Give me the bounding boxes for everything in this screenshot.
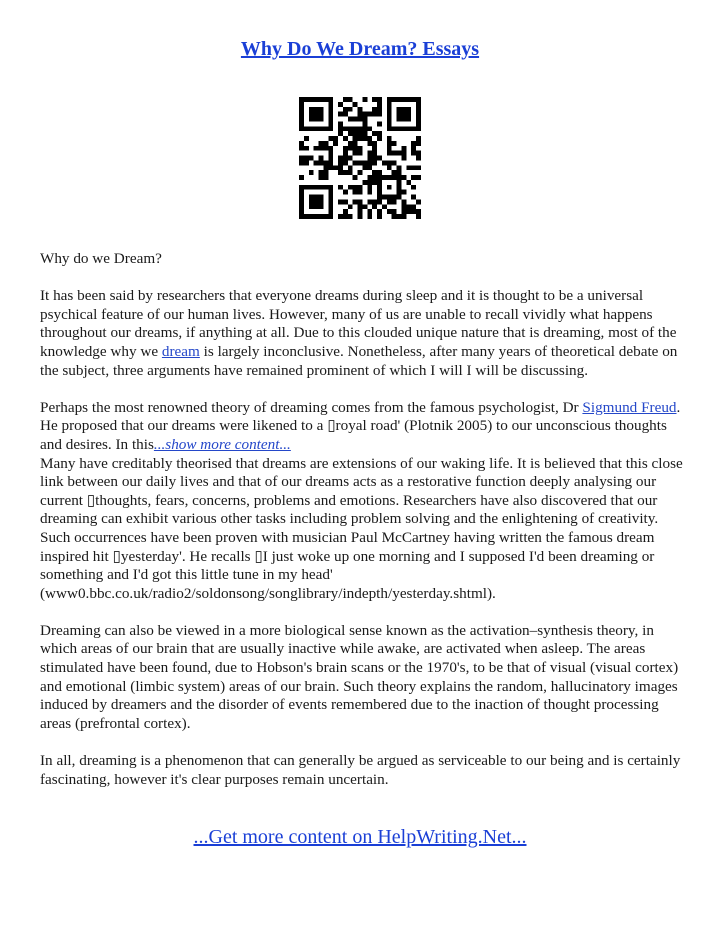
sigmund-freud-link[interactable]: Sigmund Freud bbox=[582, 398, 677, 416]
paragraph-2: Perhaps the most renowned theory of dreaming comes from the famous psychologist, Dr Sigmund Freud. He proposed that our dreams were likened to a ▯royal road' (Plotnik 2005) to our unconscious thoughts and desires. In this...show more content... bbox=[40, 398, 681, 453]
essay-body bbox=[40, 250, 688, 808]
essay-heading: Why do we Dream? bbox=[40, 250, 162, 267]
get-more-content-link[interactable]: ...Get more content on HelpWriting.Net... bbox=[193, 826, 527, 848]
footer bbox=[0, 826, 720, 849]
paragraph-4: Dreaming can also be viewed in a more biological sense known as the activation–synthesis theory, in which areas of our brain that are usually inactive while awake, are activated when asleep. The areas stimulated have been found, due to Hobson's brain scans or the 1970's, to be that of visual (visual cortex) and emotional (limbic system) areas of our brain. Such theory explains the random, hallucinatory images induced by dreamers and the disorder of events remembered due to the inaction of thought processing areas (prefrontal cortex). bbox=[40, 621, 679, 732]
paragraph-5: In all, dreaming is a phenomenon that can generally be argued as serviceable to our being and is certainly fascinating, however it's clear purposes remain uncertain. bbox=[40, 752, 681, 788]
qr-code-icon bbox=[299, 97, 421, 219]
document-title-link[interactable]: Why Do We Dream? Essays bbox=[240, 38, 480, 60]
paragraph-1: It has been said by researchers that everyone dreams during sleep and it is thought to be a universal psychical feature of our human lives. However, many of us are unable to recall vividly what happens throughout our dreams, if anything at all. Due to this clouded unique nature that is dreaming, most of the knowledge why we dream is largely inconclusive. Nonetheless, after many years of theoretical debate on the subject, three arguments have remained prominent of which I will I will be discussing. bbox=[40, 287, 678, 379]
show-more-link[interactable]: ...show more content... bbox=[153, 435, 291, 453]
dream-link[interactable]: dream bbox=[161, 342, 200, 360]
paragraph-3: Many have creditably theorised that dreams are extensions of our waking life. It is believed that this close link between our daily lives and that of our dreams acts as a restorative function deeply analysing our current ▯thoughts, fears, concerns, problems and emotions. Researchers have also discovered that our dreaming can exhibit various other tasks including problem solving and the enlightening of creativity. Such occurrences have been proven with musician Paul McCartney having written the famous dream inspired hit ▯yesterday'. He recalls ▯I just woke up one morning and I supposed I'd been dreaming or something and I'd got this little tune in my head' (www0.bbc.co.uk/radio2/soldonsong/songlibrary/indepth/yesterday.shtml). bbox=[40, 454, 683, 602]
